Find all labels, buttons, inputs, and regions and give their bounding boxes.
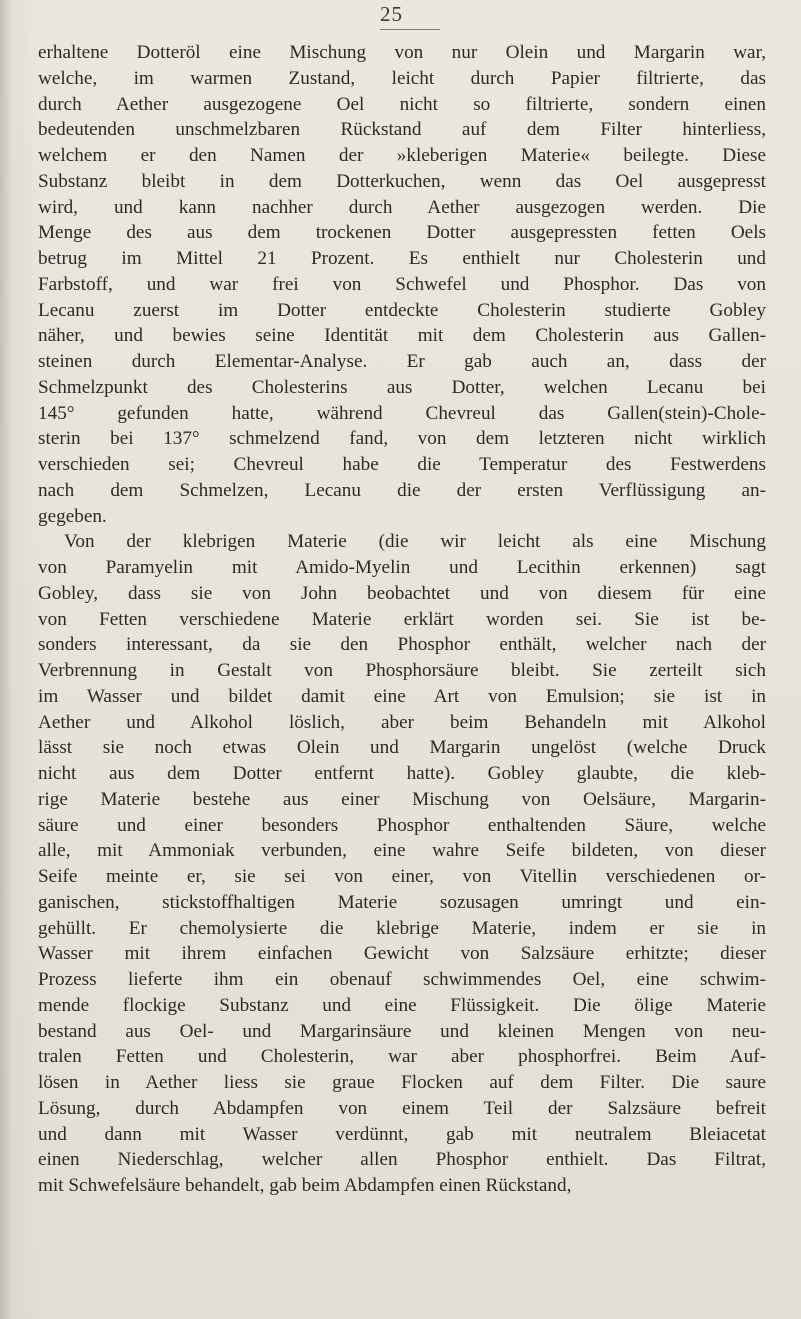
text-line: Verbrennung in Gestalt von Phosphorsäure bleibt. Sie zerteilt sich: [38, 660, 766, 681]
text-line: von Paramyelin mit Amido-Myelin und Lecithin erkennen) sagt: [38, 557, 766, 578]
text-line: Schmelzpunkt des Cholesterins aus Dotter, welchen Lecanu bei: [38, 376, 766, 398]
text-line: welche, im warmen Zustand, leicht durch Papier filtrierte, das: [38, 67, 766, 89]
text-line: bedeutenden unschmelzbaren Rückstand auf dem Filter hinterliess,: [38, 119, 766, 141]
text-line: erhaltene Dotteröl eine Mischung von nur Olein und Margarin war,: [38, 42, 766, 63]
text-line: sonders interessant, da sie den Phosphor enthält, welcher nach der: [38, 634, 766, 656]
text-line: Prozess lieferte ihm ein obenauf schwimmendes Oel, eine schwim-: [38, 969, 766, 990]
page-number: 25: [380, 2, 440, 30]
text-line: säure und einer besonders Phosphor enthaltenden Säure, welche: [38, 814, 766, 836]
text-line: Lösung, durch Abdampfen von einem Teil der Salzsäure befreit: [38, 1097, 766, 1119]
text-line: Gobley, dass sie von John beobachtet und von diesem für eine: [38, 582, 766, 604]
text-line: und dann mit Wasser verdünnt, gab mit neutralem Bleiacetat: [38, 1123, 766, 1145]
text-line: wird, und kann nachher durch Aether ausgezogen werden. Die: [38, 196, 766, 218]
text-line: bestand aus Oel- und Margarinsäure und kleinen Mengen von neu-: [38, 1020, 766, 1042]
text-line: Wasser mit ihrem einfachen Gewicht von Salzsäure erhitzte; dieser: [38, 943, 766, 965]
text-line: lösen in Aether liess sie graue Flocken auf dem Filter. Die saure: [38, 1072, 766, 1093]
text-line: steinen durch Elementar-Analyse. Er gab auch an, dass der: [38, 351, 766, 372]
body-text: [38, 40, 766, 1199]
text-line: Menge des aus dem trockenen Dotter ausgepressten fetten Oels: [38, 222, 766, 244]
text-line: gehüllt. Er chemolysierte die klebrige Materie, indem er sie in: [38, 917, 766, 939]
text-line: von Fetten verschiedene Materie erklärt worden sei. Sie ist be-: [38, 608, 766, 630]
text-line: alle, mit Ammoniak verbunden, eine wahre Seife bildeten, von dieser: [38, 840, 766, 862]
text-line: sterin bei 137° schmelzend fand, von dem letzteren nicht wirklich: [38, 428, 766, 450]
text-line: Farbstoff, und war frei von Schwefel und Phosphor. Das von: [38, 273, 766, 295]
text-line: tralen Fetten und Cholesterin, war aber phosphorfrei. Beim Auf-: [38, 1046, 766, 1068]
text-line: näher, und bewies seine Identität mit dem Cholesterin aus Gallen-: [38, 325, 766, 347]
text-line: Lecanu zuerst im Dotter entdeckte Cholesterin studierte Gobley: [38, 299, 766, 321]
text-line: einen Niederschlag, welcher allen Phosphor enthielt. Das Filtrat,: [38, 1149, 766, 1171]
paragraph-end-line: gegeben.: [38, 505, 107, 527]
paragraph-start-line: Von der klebrigen Materie (die wir leicht als eine Mischung: [64, 531, 766, 553]
text-line: nicht aus dem Dotter entfernt hatte). Gobley glaubte, die kleb-: [38, 763, 766, 784]
text-line: ganischen, stickstoffhaltigen Materie sozusagen umringt und ein-: [38, 891, 766, 913]
text-line: Aether und Alkohol löslich, aber beim Behandeln mit Alkohol: [38, 711, 766, 733]
text-line: betrug im Mittel 21 Prozent. Es enthielt nur Cholesterin und: [38, 248, 766, 269]
text-line: 145° gefunden hatte, während Chevreul das Gallen(stein)-Chole-: [38, 402, 766, 424]
text-line: welchem er den Namen der »kleberigen Materie« beilegte. Diese: [38, 145, 766, 166]
text-line: nach dem Schmelzen, Lecanu die der ersten Verflüssigung an-: [38, 479, 766, 501]
text-line: verschieden sei; Chevreul habe die Temperatur des Festwerdens: [38, 454, 766, 475]
text-line: mit Schwefelsäure behandelt, gab beim Abdampfen einen Rückstand,: [38, 1175, 572, 1196]
text-line: rige Materie bestehe aus einer Mischung von Oelsäure, Margarin-: [38, 788, 766, 810]
text-line: durch Aether ausgezogene Oel nicht so filtrierte, sondern einen: [38, 93, 766, 115]
text-line: Substanz bleibt in dem Dotterkuchen, wenn das Oel ausgepresst: [38, 170, 766, 192]
text-line: mende flockige Substanz und eine Flüssigkeit. Die ölige Materie: [38, 994, 766, 1016]
text-line: im Wasser und bildet damit eine Art von Emulsion; sie ist in: [38, 685, 766, 707]
text-line: Seife meinte er, sie sei von einer, von Vitellin verschiedenen or-: [38, 866, 766, 887]
text-line: lässt sie noch etwas Olein und Margarin ungelöst (welche Druck: [38, 737, 766, 759]
